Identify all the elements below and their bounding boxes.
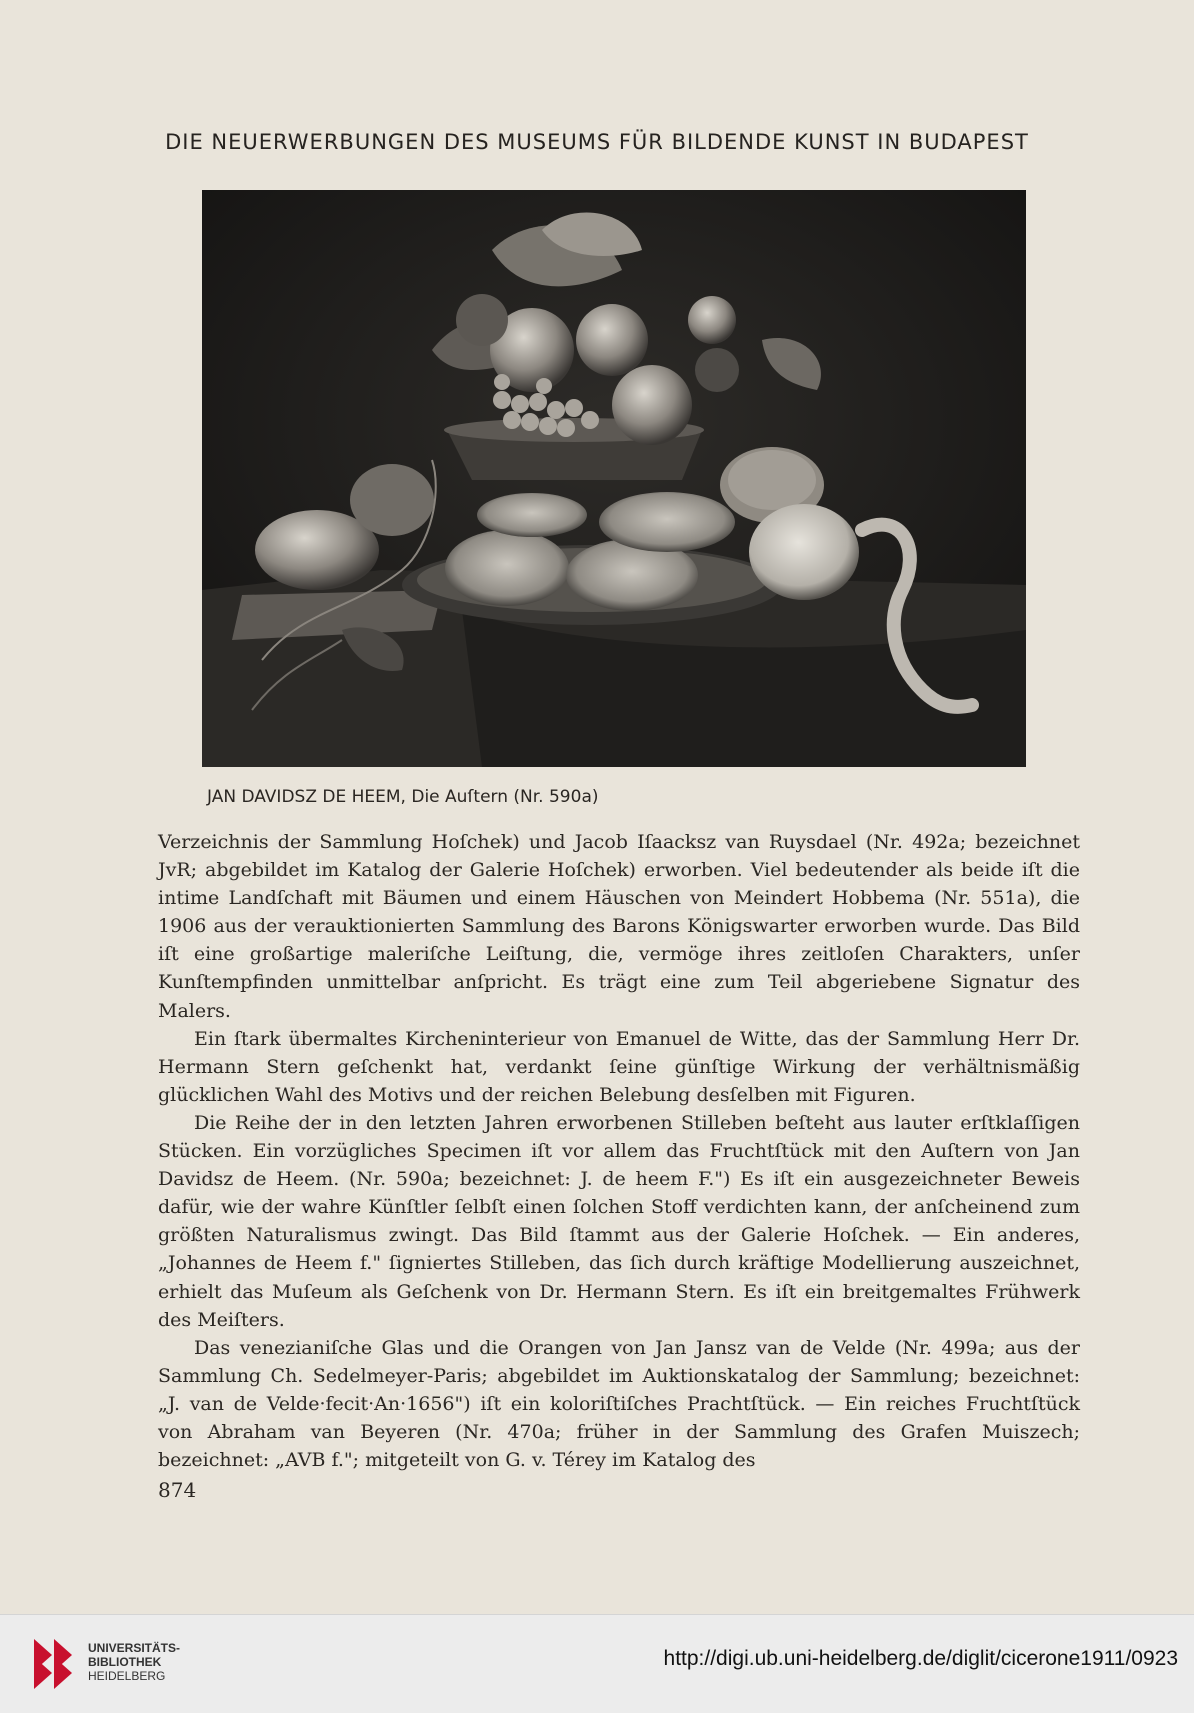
university-library-logo-icon [28,1635,76,1691]
viewer-footer [0,1614,1194,1713]
running-head: DIE NEUERWERBUNGEN DES MUSEUMS FÜR BILDENDE KUNST IN BUDAPEST [165,130,1029,154]
paragraph: Die Reihe der in den letzten Jahren erworbenen Stilleben beſteht aus lauter erſtklaſſigen Stücken. Ein vorzügliches Specimen iſt vor allem das Fruchtſtück mit den Auſtern von Jan Davidsz de Heem. (Nr. 590a; bezeichnet: J. de heem F.") Es iſt ein ausgezeichneter Beweis dafür, wie der wahre Künſtler ſelbſt einen ſolchen Stoff verdichten kann, der anſcheinend zum größten Naturalismus zwingt. Das Bild ſtammt aus der Galerie Hoſchek. — Ein anderes, „Johannes de Heem f." ſigniertes Stilleben, das ſich durch kräftige Modellierung auszeichnet, erhielt das Muſeum als Geſchenk von Dr. Hermann Stern. Es iſt ein breitgemaltes Frühwerk des Meiſters. [158,1111,1080,1331]
permalink-url[interactable]: http://digi.ub.uni-heidelberg.de/diglit/cicerone1911/0923 [663,1647,1178,1670]
body-text [158,828,1080,1474]
oysters-still-life-picture [202,190,1026,767]
library-name [88,1641,180,1683]
paragraph: Das venezianiſche Glas und die Orangen von Jan Jansz van de Velde (Nr. 499a; aus der Sammlung Ch. Sedelmeyer-Paris; abgebildet im Auktionskatalog der Sammlung; bezeichnet: „J. van de Velde·fecit·An·1656") iſt ein koloriſtiſches Prachtſtück. — Ein reiches Fruchtſtück von Abraham van Beyeren (Nr. 470a; früher in der Sammlung des Grafen Muiszech; bezeichnet: „AVB f."; mitgeteilt von G. v. Térey im Katalog des [158,1336,1080,1472]
paragraph: Verzeichnis der Sammlung Hoſchek) und Jacob Iſaacksz van Ruysdael (Nr. 492a; bezeichnet JvR; abgebildet im Katalog der Galerie Hoſchek) erworben. Viel bedeutender als beide iſt die intime Landſchaft mit Bäumen und einem Häuschen von Meindert Hobbema (Nr. 551a), die 1906 aus der verauktionierten Sammlung des Barons Königswarter erworben wurde. Das Bild iſt eine großartige maleriſche Leiſtung, die, vermöge ihres zeitloſen Charakters, unſer Kunſtempfinden unmittelbar anſpricht. Es trägt eine zum Teil abgeriebene Signatur des Malers. [158,831,1080,1022]
paragraph: Ein ſtark übermaltes Kircheninterieur von Emanuel de Witte, das der Sammlung Herr Dr. Hermann Stern geſchenkt hat, verdankt ſeine günſtige Wirkung der verhältnismäßig glücklichen Wahl des Motivs und der reichen Belebung desſelben mit Figuren. [158,1027,1080,1106]
library-name-line: BIBLIOTHEK [88,1655,162,1669]
library-name-line: UNIVERSITÄTS- [88,1641,181,1655]
figure-caption: JAN DAVIDSZ DE HEEM, Die Auſtern (Nr. 590a) [207,787,599,807]
page-number: 874 [158,1478,197,1502]
library-name-line: HEIDELBERG [88,1669,166,1683]
still-life-illustration [202,190,1026,767]
